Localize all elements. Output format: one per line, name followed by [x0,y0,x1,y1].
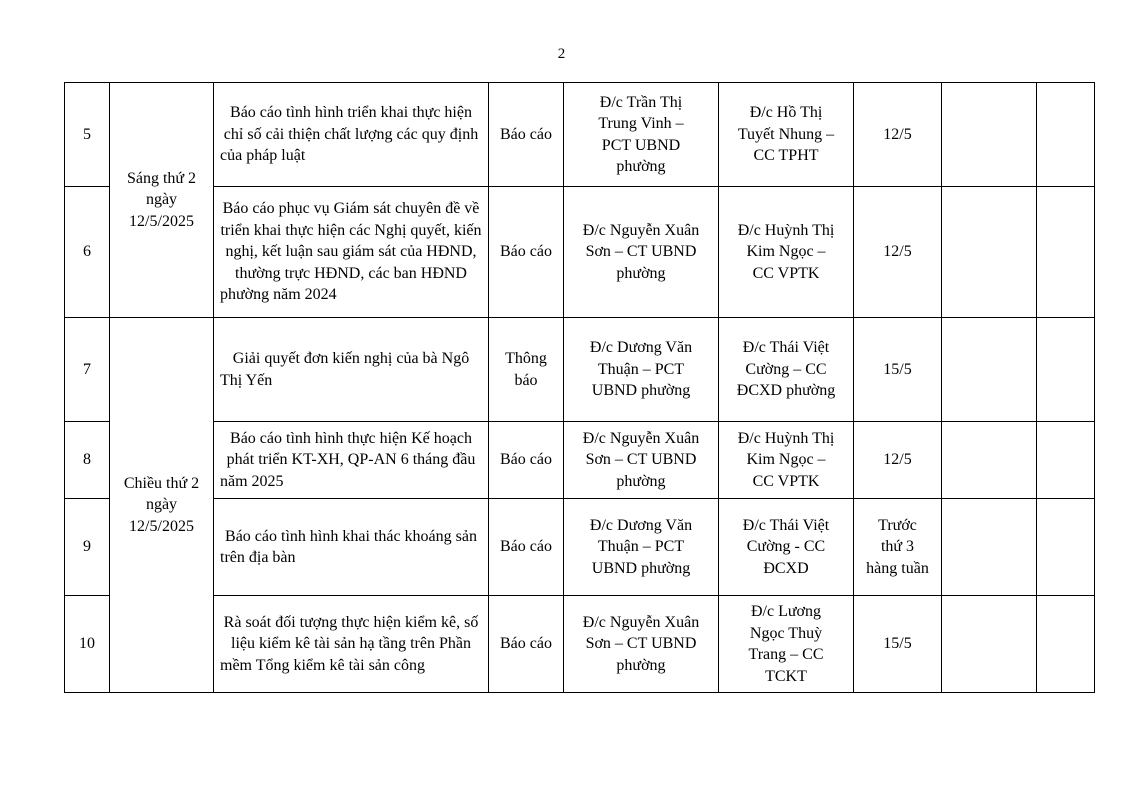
leader-line: Trung Vinh – [598,115,684,132]
table-row [65,596,1095,693]
leader-cell [564,422,719,499]
time-line: Sáng thứ 2 [126,169,197,187]
staff-cell [719,318,854,422]
empty-cell [1037,83,1095,187]
table-row [65,187,1095,318]
staff-line: Đ/c Lương [750,603,821,620]
staff-line: TCKT [765,667,807,685]
type-cell: Báo cáo [489,83,564,187]
empty-cell [942,499,1037,596]
leader-line: UBND phường [591,382,691,400]
deadline-cell [854,422,942,499]
schedule-table [64,82,1095,693]
staff-cell [719,596,854,693]
staff-line: CC VPTK [752,264,820,282]
staff-line: Đ/c Hồ Thị [749,104,823,122]
leader-line: UBND phường [591,559,691,577]
empty-cell [942,187,1037,318]
time-cell-morning [110,83,214,318]
type-cell: Báo cáo [489,499,564,596]
staff-line: Trang – CC [748,646,824,663]
table-row [65,318,1095,422]
staff-line: Đ/c Huỳnh Thị [737,429,835,447]
task-cell: Báo cáo tình hình triển khai thực hiện chỉ số cải thiện chất lượng các quy định của pháp luật [214,83,489,187]
staff-line: Đ/c Thái Việt [742,339,830,357]
staff-line: Ngọc Thuỳ [749,624,823,642]
leader-line: Sơn – CT UBND [585,635,697,653]
leader-line: phường [616,472,666,490]
staff-line: Đ/c Thái Việt [742,516,830,534]
empty-cell [1037,318,1095,422]
time-line: ngày [145,496,178,514]
leader-line: phường [616,158,666,175]
type-cell: Báo cáo [489,596,564,693]
type-cell: Báo cáo [489,422,564,499]
empty-cell [1037,422,1095,499]
deadline-cell [854,187,942,318]
task-cell: Rà soát đối tượng thực hiện kiểm kê, số liệu kiểm kê tài sản hạ tầng trên Phần mềm Tổng kiểm kê tài sản công [214,596,489,693]
leader-line: Đ/c Nguyễn Xuân [582,221,700,239]
time-line: 12/5/2025 [129,517,194,535]
deadline-line: 15/5 [883,360,912,378]
staff-line: Kim Ngọc – [746,243,826,261]
deadline-line: 12/5 [883,243,912,261]
leader-cell [564,318,719,422]
leader-line: Thuận – PCT [597,360,685,378]
empty-cell [942,596,1037,693]
staff-cell [719,422,854,499]
staff-line: CC VPTK [752,472,820,490]
empty-cell [942,83,1037,187]
deadline-line: thứ 3 [880,538,915,556]
type-cell [489,318,564,422]
time-line: Chiều thứ 2 [123,474,200,492]
staff-cell [719,499,854,596]
row-number: 10 [65,596,110,693]
type-line: báo [514,371,538,389]
task-cell: Báo cáo phục vụ Giám sát chuyên đề về triển khai thực hiện các Nghị quyết, kiến nghị, kết luận sau giám sát của HĐND, thường trực HĐND, các ban HĐND phường năm 2024 [214,187,489,318]
type-cell: Báo cáo [489,187,564,318]
staff-line: ĐCXD phường [736,382,836,400]
table-row [65,422,1095,499]
leader-line: PCT UBND [601,136,681,154]
staff-line: Đ/c Huỳnh Thị [737,221,835,239]
staff-line: Kim Ngọc – [746,451,826,469]
time-cell-afternoon [110,318,214,693]
time-line: ngày [145,191,178,209]
leader-line: Đ/c Nguyễn Xuân [582,613,700,631]
deadline-line: 12/5 [883,451,912,469]
leader-line: phường [616,656,666,674]
leader-line: Thuận – PCT [597,538,685,556]
deadline-cell [854,318,942,422]
staff-line: CC TPHT [753,147,819,165]
leader-line: Sơn – CT UBND [585,243,697,261]
leader-line: Sơn – CT UBND [585,451,697,469]
table-row [65,83,1095,187]
task-cell: Báo cáo tình hình thực hiện Kế hoạch phát triển KT-XH, QP-AN 6 tháng đầu năm 2025 [214,422,489,499]
staff-line: Cường – CC [745,360,827,378]
empty-cell [1037,499,1095,596]
leader-cell [564,596,719,693]
leader-line: Đ/c Trần Thị [599,93,683,111]
deadline-cell [854,596,942,693]
deadline-line: hàng tuần [866,559,929,577]
empty-cell [942,318,1037,422]
empty-cell [942,422,1037,499]
leader-cell [564,187,719,318]
row-number: 8 [65,422,110,499]
staff-line: Cường - CC [746,538,826,556]
row-number: 5 [65,83,110,187]
staff-line: Tuyết Nhung – [737,125,835,143]
empty-cell [1037,187,1095,318]
staff-cell [719,187,854,318]
time-line: 12/5/2025 [129,212,194,230]
deadline-cell [854,83,942,187]
table-row [65,499,1095,596]
leader-line: Đ/c Nguyễn Xuân [582,429,700,447]
row-number: 6 [65,187,110,318]
leader-cell [564,499,719,596]
type-line: Thông [505,350,547,367]
deadline-line: 15/5 [883,635,912,653]
leader-line: phường [616,264,666,282]
page-number: 2 [557,46,566,62]
leader-line: Đ/c Dương Văn [589,516,693,534]
task-cell: Giải quyết đơn kiến nghị của bà Ngô Thị Yến [214,318,489,422]
leader-cell [564,83,719,187]
row-number: 9 [65,499,110,596]
staff-line: ĐCXD [763,559,809,577]
staff-cell [719,83,854,187]
deadline-cell [854,499,942,596]
deadline-line: 12/5 [883,125,912,143]
leader-line: Đ/c Dương Văn [589,339,693,357]
row-number: 7 [65,318,110,422]
deadline-line: Trước [878,516,917,534]
empty-cell [1037,596,1095,693]
task-cell: Báo cáo tình hình khai thác khoáng sản trên địa bàn [214,499,489,596]
